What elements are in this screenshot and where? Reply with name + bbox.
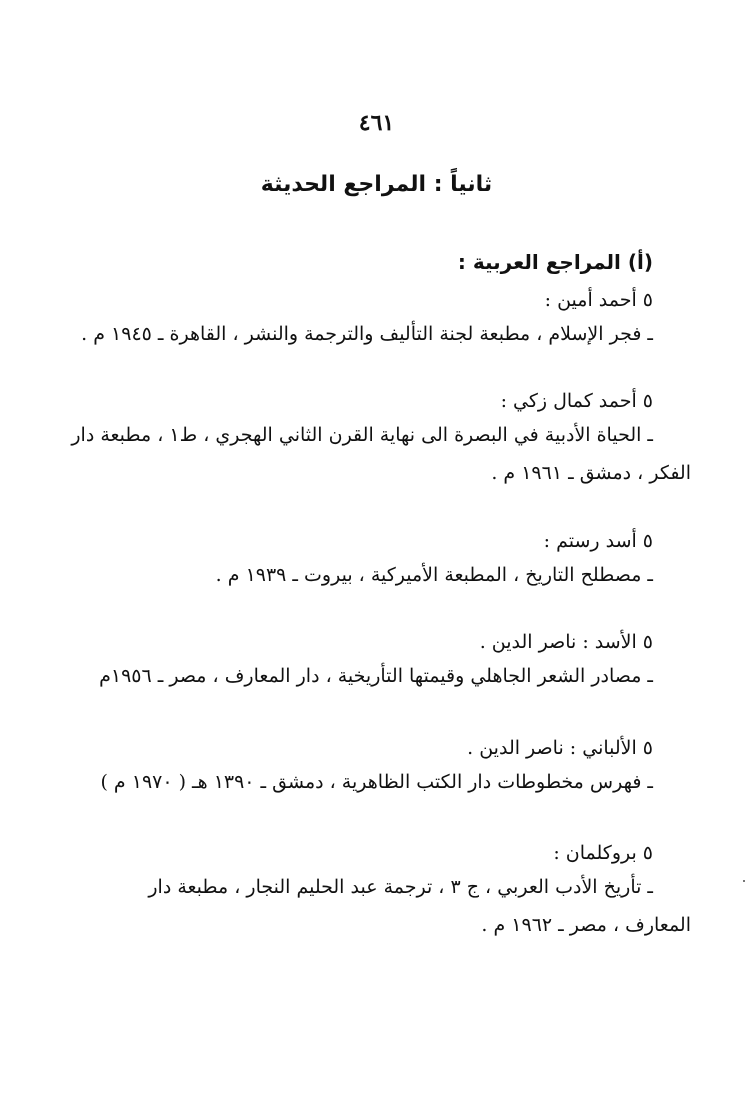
page-number: ٤٦١	[358, 110, 395, 136]
entry-author: ٥أحمد أمين :	[60, 285, 653, 315]
entry-reference: ـالحياة الأدبية في البصرة الى نهاية القرن الثاني الهجري ، ط١ ، مطبعة دار الفكر ، دمشق ـ ١٩٦١ م .	[71, 424, 691, 484]
reference-entry	[60, 285, 653, 353]
reference-entry	[60, 733, 653, 801]
bullet-icon: ٥	[642, 631, 653, 653]
reference-entry	[60, 627, 653, 695]
entry-reference: ـفهرس مخطوطات دار الكتب الظاهرية ، دمشق ـ ١٣٩٠ هـ ( ١٩٧٠ م )	[100, 771, 653, 793]
subsection-title: (أ) المراجع العربية :	[457, 250, 653, 274]
bullet-icon: ٥	[642, 289, 653, 311]
entry-reference: ـمصادر الشعر الجاهلي وقيمتها التأريخية ، دار المعارف ، مصر ـ ١٩٥٦م	[99, 665, 653, 687]
reference-entry	[60, 838, 691, 944]
reference-entry	[60, 386, 691, 492]
section-title: ثانياً : المراجع الحديثة	[260, 172, 493, 197]
scan-speck	[743, 880, 745, 882]
reference-entry	[60, 526, 653, 594]
entry-reference: ـفجر الإسلام ، مطبعة لجنة التأليف والترجمة والنشر ، القاهرة ـ ١٩٤٥ م .	[81, 323, 653, 345]
bullet-icon: ٥	[642, 842, 653, 864]
bullet-icon: ٥	[642, 530, 653, 552]
entry-author: ٥بروكلمان :	[60, 838, 653, 868]
entry-author: ٥الألباني : ناصر الدين .	[60, 733, 653, 763]
entry-author: ٥أسد رستم :	[60, 526, 653, 556]
entry-author: ٥الأسد : ناصر الدين .	[60, 627, 653, 657]
entry-reference: ـتأريخ الأدب العربي ، ج ٣ ، ترجمة عبد الحليم النجار ، مطبعة دار المعارف ، مصر ـ ١٩٦٢ م .	[148, 876, 691, 936]
bullet-icon: ٥	[642, 390, 653, 412]
entry-author: ٥أحمد كمال زكي :	[60, 386, 653, 416]
entry-reference: ـمصطلح التاريخ ، المطبعة الأميركية ، بيروت ـ ١٩٣٩ م .	[215, 564, 653, 586]
bullet-icon: ٥	[642, 737, 653, 759]
